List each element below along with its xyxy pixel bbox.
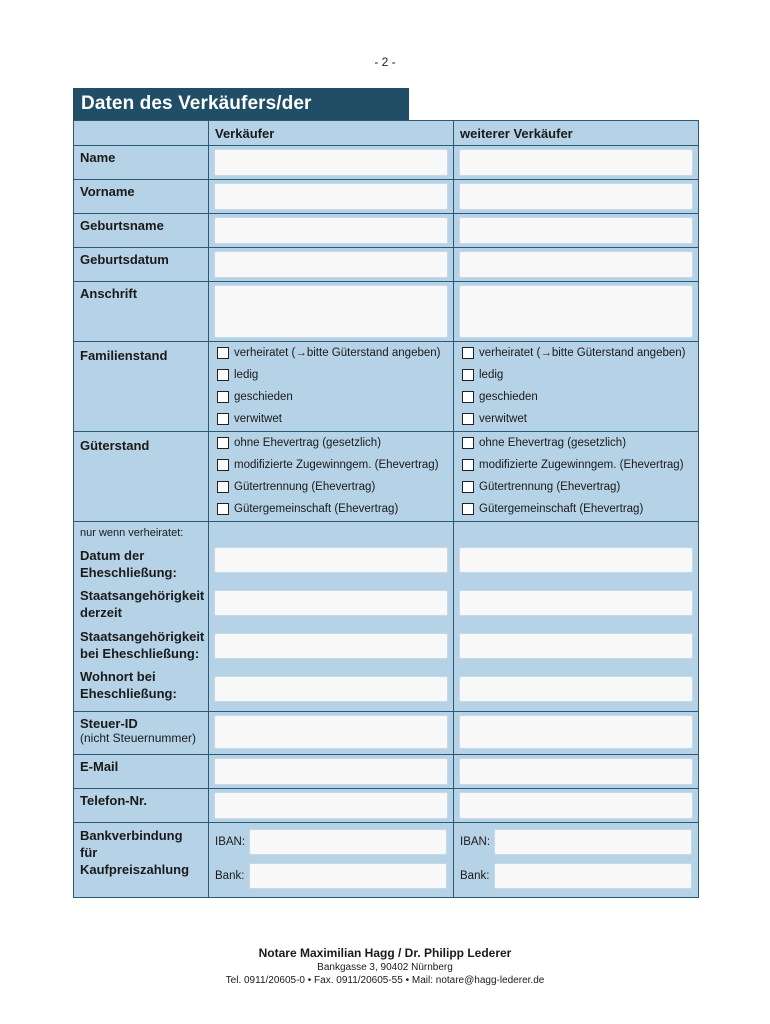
phone-field-seller[interactable] <box>214 792 448 819</box>
footer-office: Notare Maximilian Hagg / Dr. Philipp Lederer <box>258 946 512 960</box>
row-birth-date <box>74 248 699 282</box>
checkbox-icon[interactable] <box>462 369 474 381</box>
section-title: Daten des Verkäufers/der <box>73 88 409 120</box>
marital-option-widowed-other-seller[interactable]: verwitwet <box>462 408 692 430</box>
birth-date-field-seller[interactable] <box>214 251 448 278</box>
label-citizenship-marriage: Staatsangehörigkeit bei Eheschließung: <box>80 629 205 661</box>
label-bank: Bankverbindung für Kaufpreiszahlung <box>74 823 209 898</box>
label-residence-marriage: Wohnort bei Eheschließung: <box>80 669 177 701</box>
regime-option-statutory-other-seller[interactable]: ohne Ehevertrag (gesetzlich) <box>462 432 692 454</box>
iban-field-other-seller[interactable] <box>494 829 692 855</box>
citizenship-current-field-other-seller[interactable] <box>459 590 693 616</box>
column-header-seller: Verkäufer <box>209 121 454 146</box>
footer <box>0 946 770 986</box>
name-field-seller[interactable] <box>214 149 448 176</box>
row-address <box>74 282 699 342</box>
email-field-seller[interactable] <box>214 758 448 785</box>
marriage-date-field-other-seller[interactable] <box>459 547 693 573</box>
birth-name-field-other-seller[interactable] <box>459 217 693 244</box>
label-property-regime: Güterstand <box>74 432 209 522</box>
name-field-other-seller[interactable] <box>459 149 693 176</box>
label-birth-date: Geburtsdatum <box>74 248 209 282</box>
residence-marriage-field-seller[interactable] <box>214 676 448 702</box>
bank-field-seller[interactable] <box>249 863 447 889</box>
label-tax-id-note: (nicht Steuernummer) <box>80 731 197 745</box>
row-phone <box>74 789 699 823</box>
checkbox-icon[interactable] <box>217 481 229 493</box>
label-marital-status: Familienstand <box>74 342 209 432</box>
checkbox-icon[interactable] <box>217 437 229 449</box>
checkbox-icon[interactable] <box>217 503 229 515</box>
label-address: Anschrift <box>74 282 209 342</box>
checkbox-icon[interactable] <box>462 413 474 425</box>
marital-option-married-seller[interactable]: verheiratet (→bitte Güterstand angeben) <box>217 342 447 364</box>
row-email <box>74 755 699 789</box>
row-birth-name <box>74 214 699 248</box>
birth-date-field-other-seller[interactable] <box>459 251 693 278</box>
bank-label: Bank: <box>460 870 490 882</box>
address-field-other-seller[interactable] <box>459 285 693 338</box>
checkbox-icon[interactable] <box>462 503 474 515</box>
row-name <box>74 146 699 180</box>
tax-id-field-seller[interactable] <box>214 715 448 749</box>
checkbox-icon[interactable] <box>217 413 229 425</box>
checkbox-icon[interactable] <box>462 459 474 471</box>
birth-name-field-seller[interactable] <box>214 217 448 244</box>
marital-option-single-seller[interactable]: ledig <box>217 364 447 386</box>
label-birth-name: Geburtsname <box>74 214 209 248</box>
page-number: - 2 - <box>374 55 396 69</box>
citizenship-marriage-field-other-seller[interactable] <box>459 633 693 659</box>
bank-field-other-seller[interactable] <box>494 863 692 889</box>
citizenship-marriage-field-seller[interactable] <box>214 633 448 659</box>
marital-option-single-other-seller[interactable]: ledig <box>462 364 692 386</box>
label-phone: Telefon-Nr. <box>74 789 209 823</box>
footer-address: Bankgasse 3, 90402 Nürnberg <box>317 962 453 973</box>
label-tax-id: Steuer-ID <box>80 716 138 731</box>
header-row <box>74 121 699 146</box>
regime-option-community-other-seller[interactable]: Gütergemeinschaft (Ehevertrag) <box>462 498 692 520</box>
phone-field-other-seller[interactable] <box>459 792 693 819</box>
marital-option-divorced-seller[interactable]: geschieden <box>217 386 447 408</box>
label-first-name: Vorname <box>74 180 209 214</box>
footer-contact: Tel. 0911/20605-0 • Fax. 0911/20605-55 • Mail: notare@hagg-lederer.de <box>225 975 545 986</box>
address-field-seller[interactable] <box>214 285 448 338</box>
regime-option-statutory-seller[interactable]: ohne Ehevertrag (gesetzlich) <box>217 432 447 454</box>
checkbox-icon[interactable] <box>217 459 229 471</box>
bank-label: Bank: <box>215 870 245 882</box>
first-name-field-seller[interactable] <box>214 183 448 210</box>
row-property-regime <box>74 432 699 522</box>
checkbox-icon[interactable] <box>217 347 229 359</box>
email-field-other-seller[interactable] <box>459 758 693 785</box>
row-marriage-details <box>74 522 699 712</box>
regime-option-modified-other-seller[interactable]: modifizierte Zugewinngem. (Ehevertrag) <box>462 454 692 476</box>
row-first-name <box>74 180 699 214</box>
seller-data-table <box>73 120 699 898</box>
row-tax-id <box>74 712 699 755</box>
regime-option-separation-seller[interactable]: Gütertrennung (Ehevertrag) <box>217 476 447 498</box>
regime-option-community-seller[interactable]: Gütergemeinschaft (Ehevertrag) <box>217 498 447 520</box>
header-empty <box>74 121 209 146</box>
residence-marriage-field-other-seller[interactable] <box>459 676 693 702</box>
marital-option-widowed-seller[interactable]: verwitwet <box>217 408 447 430</box>
checkbox-icon[interactable] <box>462 391 474 403</box>
label-email: E-Mail <box>74 755 209 789</box>
label-name: Name <box>74 146 209 180</box>
marital-option-divorced-other-seller[interactable]: geschieden <box>462 386 692 408</box>
column-header-other-seller: weiterer Verkäufer <box>454 121 699 146</box>
row-bank <box>74 823 699 898</box>
checkbox-icon[interactable] <box>462 347 474 359</box>
checkbox-icon[interactable] <box>217 369 229 381</box>
marriage-date-field-seller[interactable] <box>214 547 448 573</box>
tax-id-field-other-seller[interactable] <box>459 715 693 749</box>
iban-label: IBAN: <box>460 836 491 848</box>
row-marital-status <box>74 342 699 432</box>
checkbox-icon[interactable] <box>462 437 474 449</box>
regime-option-modified-seller[interactable]: modifizierte Zugewinngem. (Ehevertrag) <box>217 454 447 476</box>
regime-option-separation-other-seller[interactable]: Gütertrennung (Ehevertrag) <box>462 476 692 498</box>
note-only-if-married: nur wenn verheiratet: <box>80 527 184 539</box>
label-marriage-date: Datum der Eheschließung: <box>80 548 177 580</box>
checkbox-icon[interactable] <box>217 391 229 403</box>
marital-option-married-other-seller[interactable]: verheiratet (→bitte Güterstand angeben) <box>462 342 692 364</box>
label-citizenship-current: Staatsangehörigkeit derzeit <box>80 588 205 620</box>
checkbox-icon[interactable] <box>462 481 474 493</box>
first-name-field-other-seller[interactable] <box>459 183 693 210</box>
iban-label: IBAN: <box>215 836 246 848</box>
iban-field-seller[interactable] <box>249 829 447 855</box>
citizenship-current-field-seller[interactable] <box>214 590 448 616</box>
